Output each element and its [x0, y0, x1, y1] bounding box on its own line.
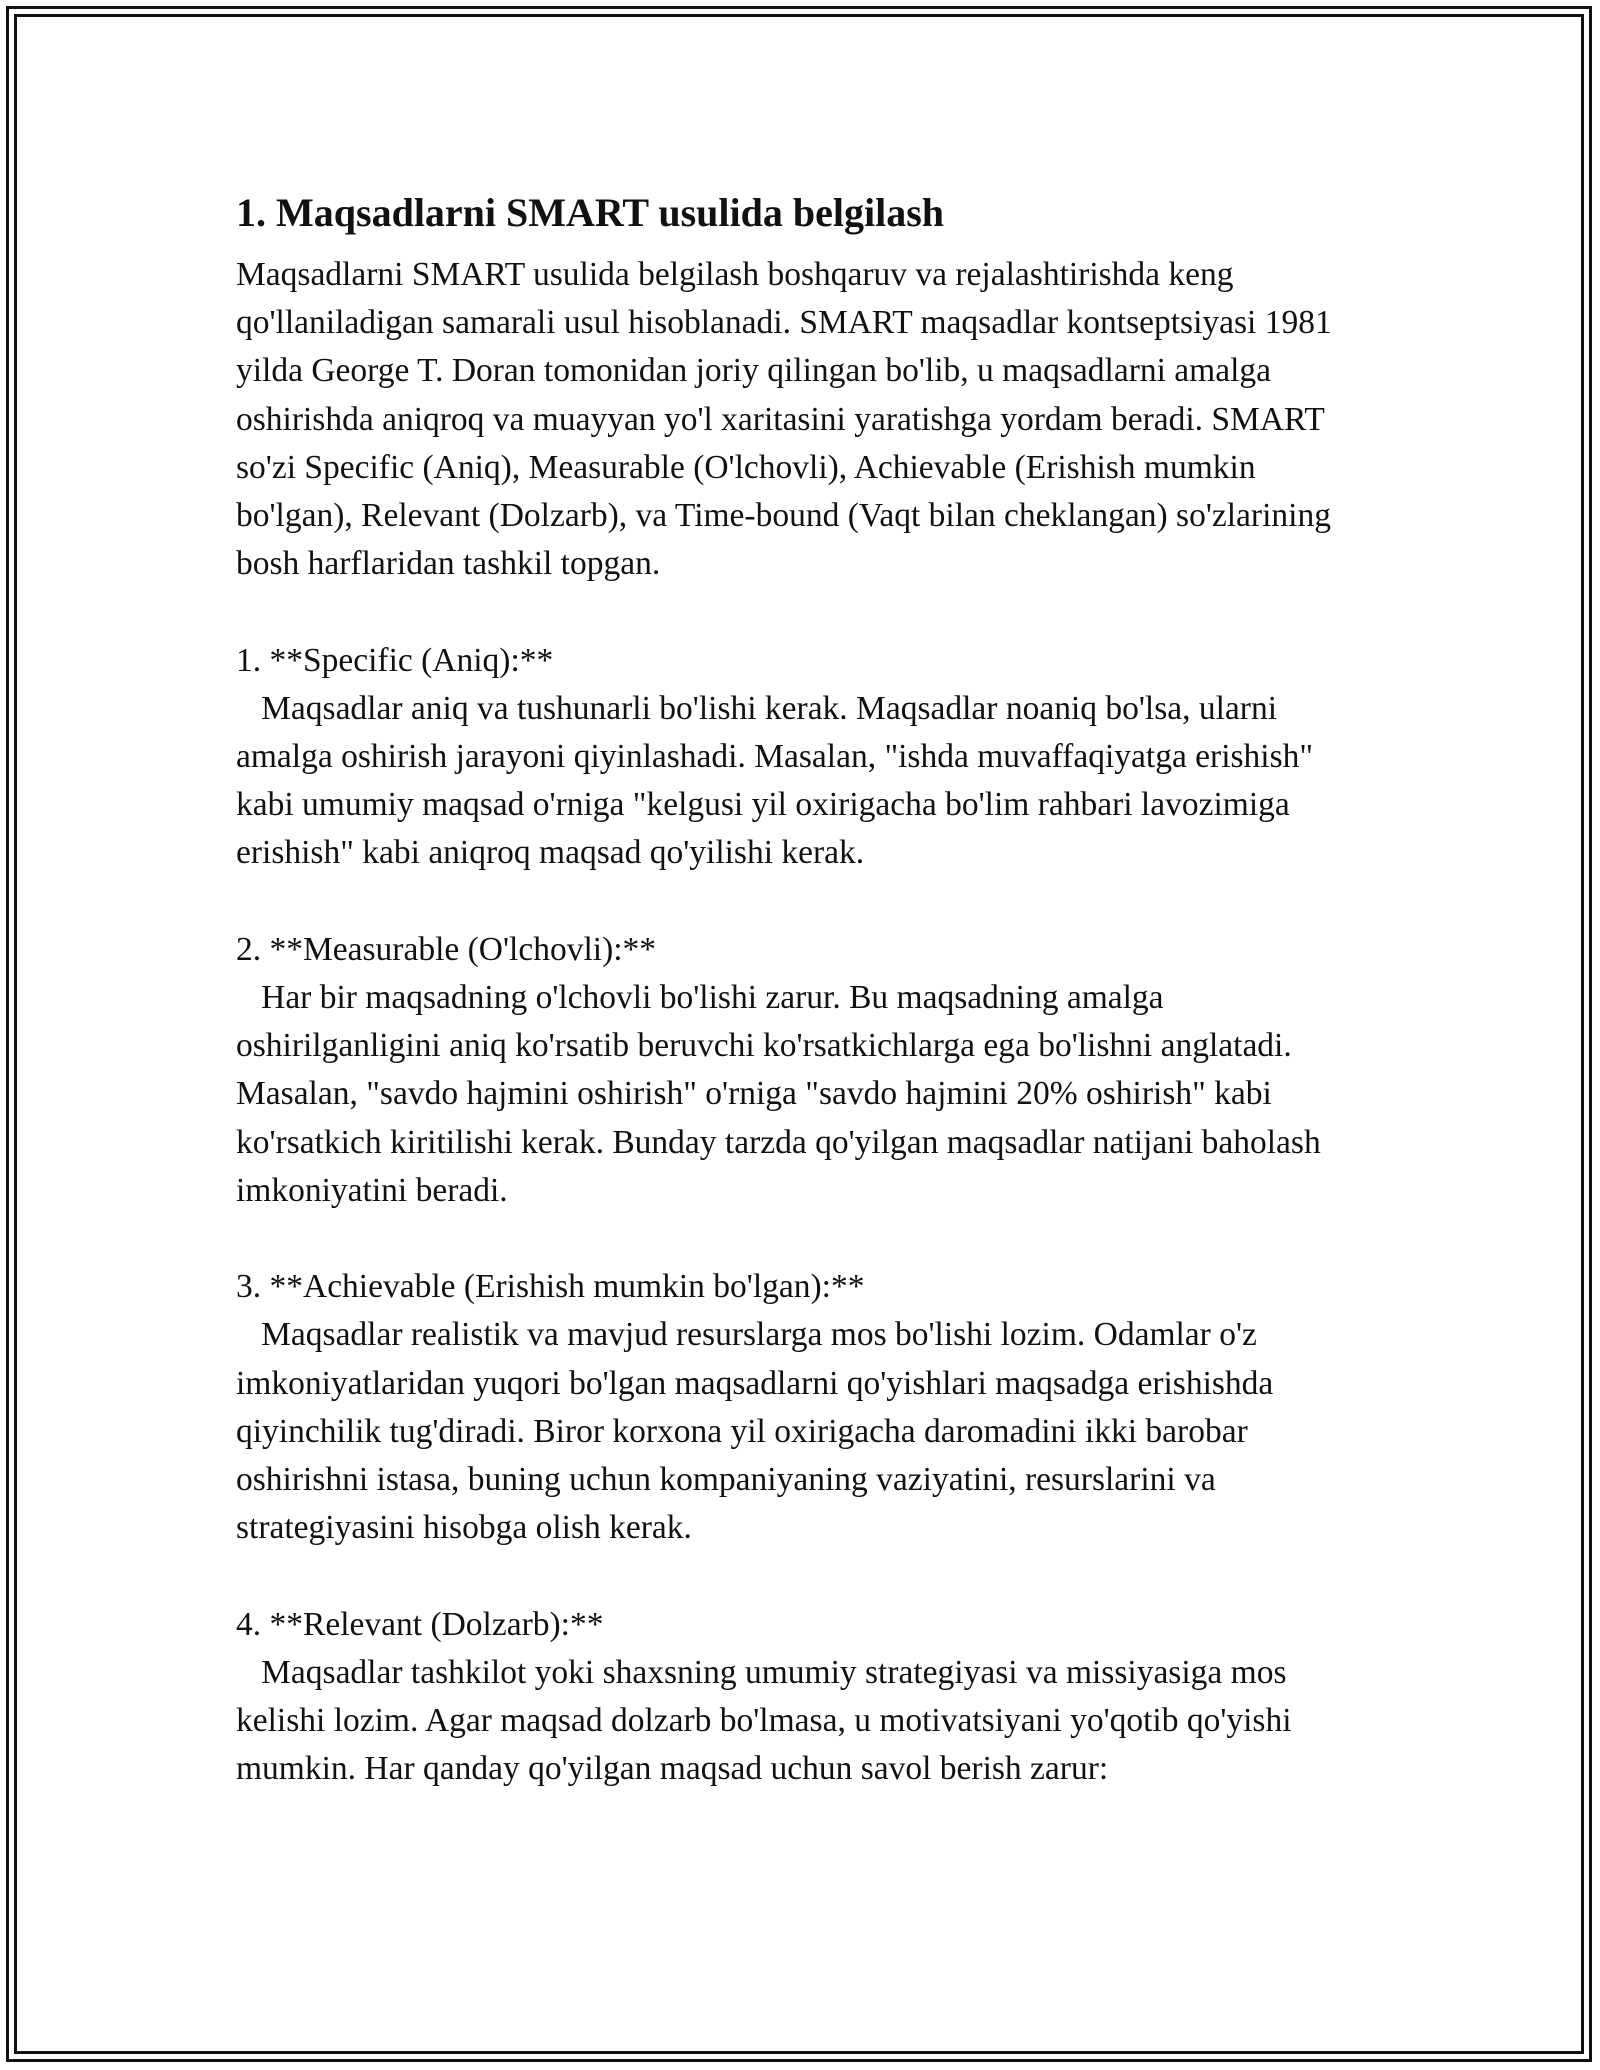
section-heading-achievable: 3. **Achievable (Erishish mumkin bo'lgan):** [236, 1268, 865, 1306]
paragraph-gap [236, 1215, 1366, 1263]
document-body [236, 185, 1366, 1793]
paragraph-gap [236, 878, 1366, 926]
document-title: 1. Maqsadlarni SMART usulida belgilash [236, 190, 945, 235]
paragraph-gap [236, 1552, 1366, 1600]
intro-paragraph: Maqsadlarni SMART usulida belgilash boshqaruv va rejalashtirishda keng qo'llaniladigan samarali usul hisoblanadi. SMART maqsadlar kontseptsiyasi 1981 yilda George T. Doran tomonidan joriy qilingan bo'lib, u maqsadlarni amalga oshirishda aniqroq va muayyan yo'l xaritasini yaratishga yordam beradi. SMART so'zi Specific (Aniq), Measurable (O'lchovli), Achievable (Erishish mumkin bo'lgan), Relevant (Dolzarb), va Time-bound (Vaqt bilan cheklangan) so'zlarining bosh harflaridan tashkil topgan. [236, 256, 1341, 583]
section-body-specific: Maqsadlar aniq va tushunarli bo'lishi kerak. Maqsadlar noaniq bo'lsa, ularni amalga oshirish jarayoni qiyinlashadi. Masalan, "ishda muvaffaqiyatga erishish" kabi umumiy maqsad o'rniga "kelgusi yil oxirigacha bo'lim rahbari lavozimiga erishish" kabi aniqroq maqsad qo'yilishi kerak. [236, 689, 1322, 872]
section-body-measurable: Har bir maqsadning o'lchovli bo'lishi zarur. Bu maqsadning amalga oshirilganligini aniq ko'rsatib beruvchi ko'rsatkichlarga ega bo'lishni anglatadi. Masalan, "savdo hajmini oshirish" o'rniga "savdo hajmini 20% oshirish" kabi ko'rsatkich kiritilishi kerak. Bunday tarzda qo'yilgan maqsadlar natijani baholash imkoniyatini beradi. [236, 979, 1330, 1209]
paragraph-gap [236, 588, 1366, 636]
section-body-relevant: Maqsadlar tashkilot yoki shaxsning umumiy strategiyasi va missiyasiga mos kelishi lozim. Agar maqsad dolzarb bo'lmasa, u motivatsiyani yo'qotib qo'yishi mumkin. Har qanday qo'yilgan maqsad uchun savol berish zarur: [236, 1653, 1300, 1788]
section-heading-relevant: 4. **Relevant (Dolzarb):** [236, 1605, 604, 1643]
section-heading-specific: 1. **Specific (Aniq):** [236, 641, 554, 679]
section-heading-measurable: 2. **Measurable (O'lchovli):** [236, 930, 657, 968]
section-body-achievable: Maqsadlar realistik va mavjud resurslarga mos bo'lishi lozim. Odamlar o'z imkoniyatlaridan yuqori bo'lgan maqsadlarni qo'yishlari maqsadga erishishda qiyinchilik tug'diradi. Biror korxona yil oxirigacha daromadini ikki barobar oshirishni istasa, buning uchun kompaniyaning vaziyatini, resurslarini va strategiyasini hisobga olish kerak. [236, 1316, 1282, 1547]
